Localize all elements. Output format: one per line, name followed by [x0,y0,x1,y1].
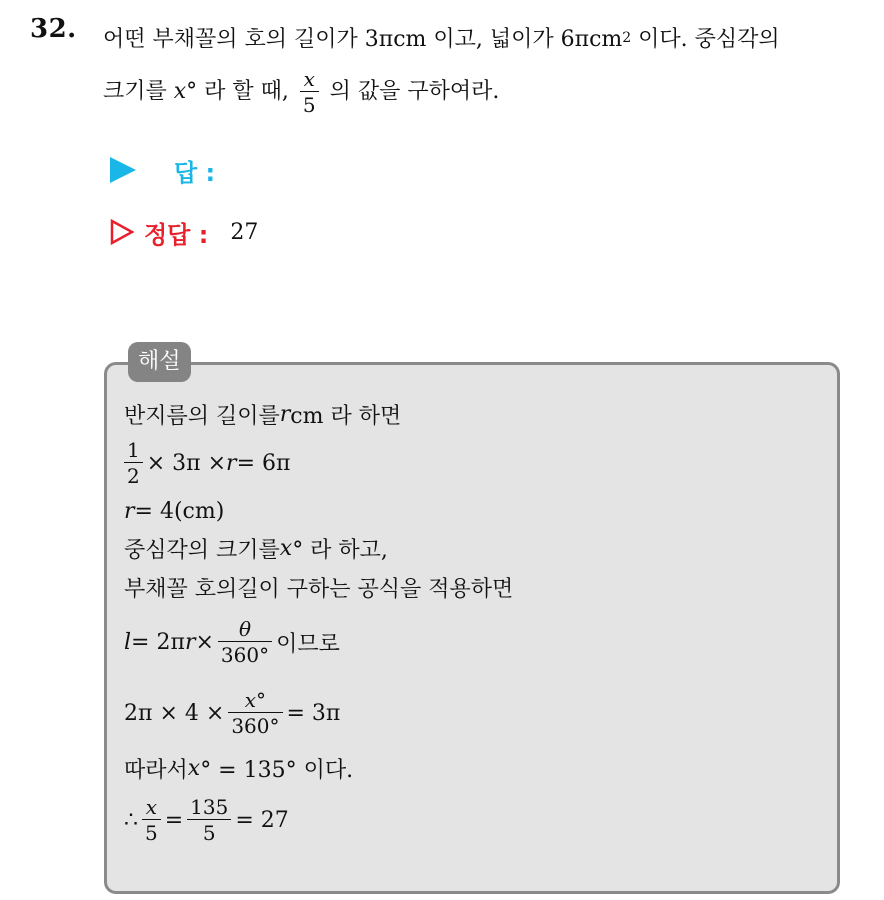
solution-line-4 [124,529,824,567]
sol-text: 부채꼴 호의길이 구하는 공식을 적용하면 [124,576,514,602]
variable-r: r [124,498,135,524]
question-number: 32. [30,14,77,44]
solution-line-5 [124,567,824,607]
question-line-1-text: 어떤 부채꼴의 호의 길이가 3πcm 이고, 넓이가 6πcm [103,27,623,52]
fraction-theta-over-360 [218,619,272,665]
solution-tab: 해설 [128,342,191,382]
fraction-denominator: 5 [145,821,158,845]
superscript-2: 2 [622,30,632,46]
correct-answer-value: 27 [230,219,259,245]
variable-x: x [173,79,187,104]
question-line-2-c: 의 값을 구하여라. [322,79,500,104]
sol-text: 중심각의 크기를 [124,537,280,563]
fraction-numerator: x° [228,690,282,713]
fraction-denominator: 5 [302,93,316,117]
question-line-1 [103,14,873,66]
sol-text: × [195,629,214,655]
sol-text: = 6π [236,450,291,476]
solution-content [124,395,824,853]
fraction-numerator: x [300,69,319,92]
fraction-denominator: 5 [202,821,216,845]
solution-line-7 [124,677,824,749]
therefore-symbol: ∴ [124,807,138,833]
fraction-denominator: 360° [220,643,270,667]
fraction-135-over-5 [187,797,231,843]
sol-text: 2π × 4 × [124,700,225,726]
question-text [103,14,873,118]
outline-triangle-icon [110,219,134,245]
solution-line-3 [124,493,824,529]
sol-text: × 3π × [146,450,227,476]
play-triangle-icon [110,157,136,183]
sol-text: = 4(cm) [134,498,225,524]
sol-text: 반지름의 길이를 [124,403,280,429]
solution-line-9 [124,787,824,853]
fraction-1-over-2 [124,440,143,486]
sol-text: ° 라 하고, [292,537,388,563]
variable-r: r [279,401,291,427]
fraction-numerator: 1 [124,440,143,463]
answer-row [110,150,215,190]
sol-text: cm 라 하면 [290,403,402,429]
sol-text: 따라서 [124,757,188,783]
question-line-2-a: 크기를 [103,79,174,104]
question-line-2 [103,66,873,118]
sol-text: = 2π [131,629,185,655]
solution-line-1 [124,395,824,433]
question-line-1-end: 이다. 중심각의 [631,27,780,52]
fraction-x-over-360 [228,690,282,736]
question-line-2-b: ° 라 할 때, [186,79,296,104]
fraction-denominator: 2 [127,464,140,488]
fraction-x-over-5 [300,69,319,115]
fraction-denominator: 360° [231,714,280,738]
fraction-numerator: θ [218,619,272,642]
sol-text: = 3π [286,700,341,726]
fraction-numerator: 135 [187,797,231,820]
sol-text: = [164,807,184,833]
variable-x: x [187,755,201,781]
variable-x: x [279,535,293,561]
correct-answer-row [110,212,258,252]
answer-label: 답 : [174,158,216,187]
fraction-numerator: x [142,797,161,820]
sol-text: ° = 135° 이다. [200,757,354,783]
variable-l: l [124,629,132,655]
correct-answer-label: 정답 : [144,220,209,249]
solution-line-8 [124,749,824,787]
variable-r: r [226,450,237,476]
sol-text: = 27 [235,807,289,833]
variable-r: r [184,629,196,655]
sol-text: 이므로 [276,631,340,657]
solution-line-2 [124,433,824,493]
fraction-x-over-5 [142,797,161,843]
solution-line-6 [124,607,824,677]
